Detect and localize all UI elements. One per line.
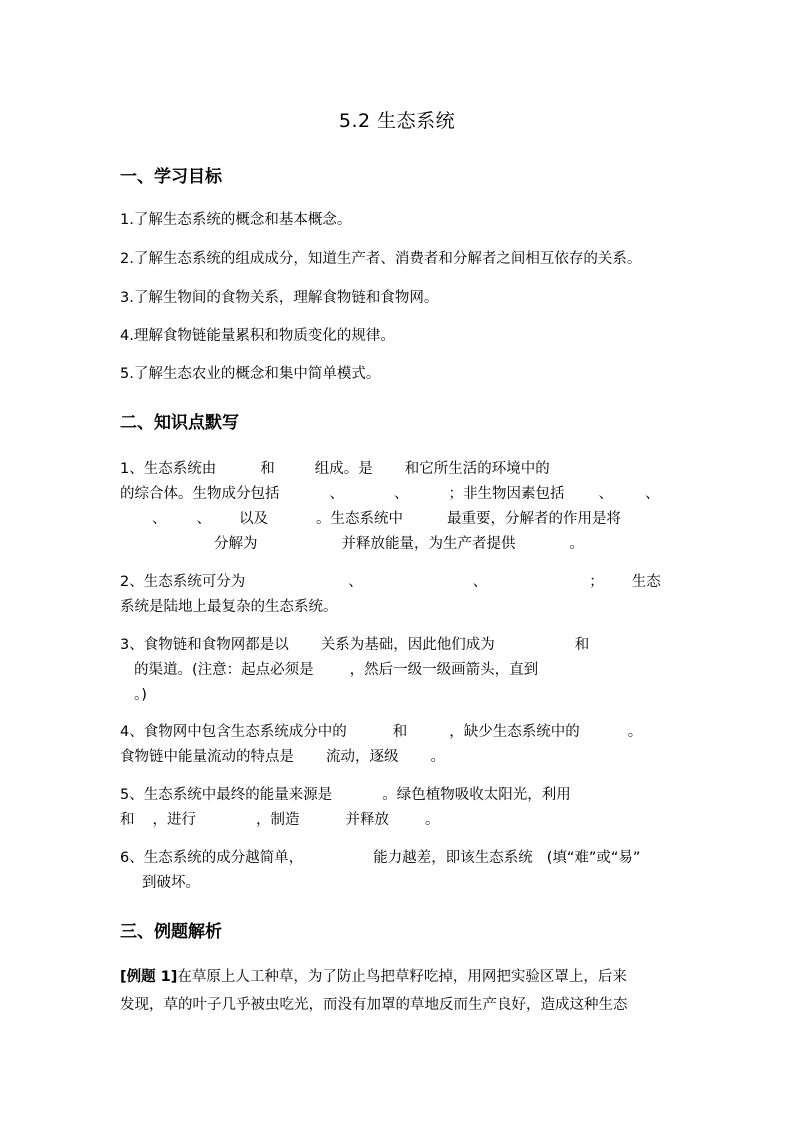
- section-heading-learning-goals: 一、学习目标: [120, 167, 222, 187]
- q4-line-1: [120, 720, 680, 741]
- q1-text: 最重要，分解者的作用是将: [447, 511, 621, 527]
- section-heading-example-analysis: 三、例题解析: [120, 922, 222, 942]
- q5-text: ，进行: [152, 812, 196, 828]
- q5-text: 。绿色植物吸收太阳光，利用: [382, 787, 571, 803]
- document-title: 5.2 生态系统: [338, 110, 456, 132]
- q1-text: 、: [394, 486, 409, 502]
- q5-text: 。: [425, 812, 440, 828]
- q2-line-1: [120, 570, 680, 591]
- q1-line-3: [120, 507, 680, 528]
- q1-text: 和: [260, 461, 275, 477]
- q1-text: 分解为: [214, 536, 258, 552]
- q4-line-2: [120, 745, 680, 766]
- q1-text: 、: [196, 511, 211, 527]
- q6-text: 能力越差，即该生态系统: [373, 850, 533, 866]
- q1-text: 以及: [239, 511, 268, 527]
- q6-text: 到破坏。: [142, 875, 200, 891]
- q1-line-2: [120, 482, 680, 503]
- q1-text: 。: [569, 536, 584, 552]
- q4-text: ，缺少生态系统中的: [449, 724, 580, 740]
- q4-text: 食物链中能量流动的特点是: [120, 749, 294, 765]
- q2-line-2: 系统是陆地上最复杂的生态系统。: [120, 599, 338, 615]
- q4-text: 4、食物网中包含生态系统成分中的: [120, 724, 347, 740]
- example-text: 在草原上人工种草，为了防止鸟把草籽吃掉，用网把实验区罩上，后来: [177, 969, 627, 985]
- q4-text: 和: [392, 724, 408, 740]
- q5-text: 并释放: [345, 812, 389, 828]
- q4-text: 。: [430, 749, 445, 765]
- q2-text: 生态: [631, 574, 661, 590]
- q5-text: ，制造: [256, 812, 300, 828]
- q6-line-2: [120, 871, 680, 892]
- goal-item-1: 1.了解生态系统的概念和基本概念。: [120, 212, 352, 228]
- q1-text: 和它所生活的环境中的: [404, 461, 550, 477]
- q6-text: (填“难”或“易”: [546, 850, 641, 866]
- q3-text: ，然后一级一级画箭头，直到: [349, 662, 539, 678]
- q1-text: 、: [598, 486, 613, 502]
- q3-text: 的渠道。(注意：起点必须是: [134, 662, 314, 678]
- q1-text: 的综合体。生物成分包括: [120, 486, 280, 502]
- q2-text: 2、生态系统可分为: [120, 574, 246, 590]
- q6-line-1: [120, 846, 680, 867]
- q2-text: 、: [472, 574, 488, 590]
- example-label: [例题 1]: [120, 969, 178, 985]
- q3-line-1: [120, 633, 680, 654]
- q4-text: 。: [627, 724, 643, 740]
- q1-line-1: [120, 457, 680, 478]
- q3-text: 3、食物链和食物网都是以: [120, 637, 289, 653]
- goal-item-2: 2.了解生态系统的组成成分，知道生产者、消费者和分解者之间相互依存的关系。: [120, 251, 642, 267]
- q4-text: 流动，逐级: [326, 749, 399, 765]
- q3-text: 。): [134, 687, 147, 703]
- q2-text: 、: [348, 574, 363, 590]
- q1-text: 、: [329, 486, 344, 502]
- q5-text: 5、生态系统中最终的能量来源是: [120, 787, 333, 803]
- goal-item-4: 4.理解食物链能量累积和物质变化的规律。: [120, 328, 395, 344]
- q1-line-4: [120, 532, 680, 553]
- q1-text: 组成。是: [314, 461, 373, 477]
- q3-line-3: [120, 683, 680, 704]
- q5-line-2: [120, 808, 680, 829]
- q1-text: ；非生物因素包括: [448, 486, 565, 502]
- q2-text: ；: [589, 574, 604, 590]
- goal-item-3: 3.了解生物间的食物关系，理解食物链和食物网。: [120, 290, 439, 306]
- q5-line-1: [120, 783, 680, 804]
- q3-text: 关系为基础，因此他们成为: [320, 637, 495, 653]
- q1-text: 1、生态系统由: [120, 461, 217, 477]
- q3-line-2: [120, 658, 680, 679]
- example-line-1: [120, 965, 680, 986]
- q6-text: 6、生态系统的成分越简单，: [120, 850, 304, 866]
- example-line-2: 发现，草的叶子几乎被虫吃光，而没有加罩的草地反而生产良好，造成这种生态: [120, 997, 628, 1013]
- q1-text: 、: [645, 486, 660, 502]
- q5-text: 和: [120, 812, 135, 828]
- q1-text: 。生态系统中: [316, 511, 403, 527]
- q1-text: 并释放能量，为生产者提供: [341, 536, 516, 552]
- goal-item-5: 5.了解生态农业的概念和集中简单模式。: [120, 366, 381, 382]
- q3-text: 和: [574, 637, 590, 653]
- section-heading-knowledge-recall: 二、知识点默写: [120, 413, 239, 433]
- q1-text: 、: [152, 511, 167, 527]
